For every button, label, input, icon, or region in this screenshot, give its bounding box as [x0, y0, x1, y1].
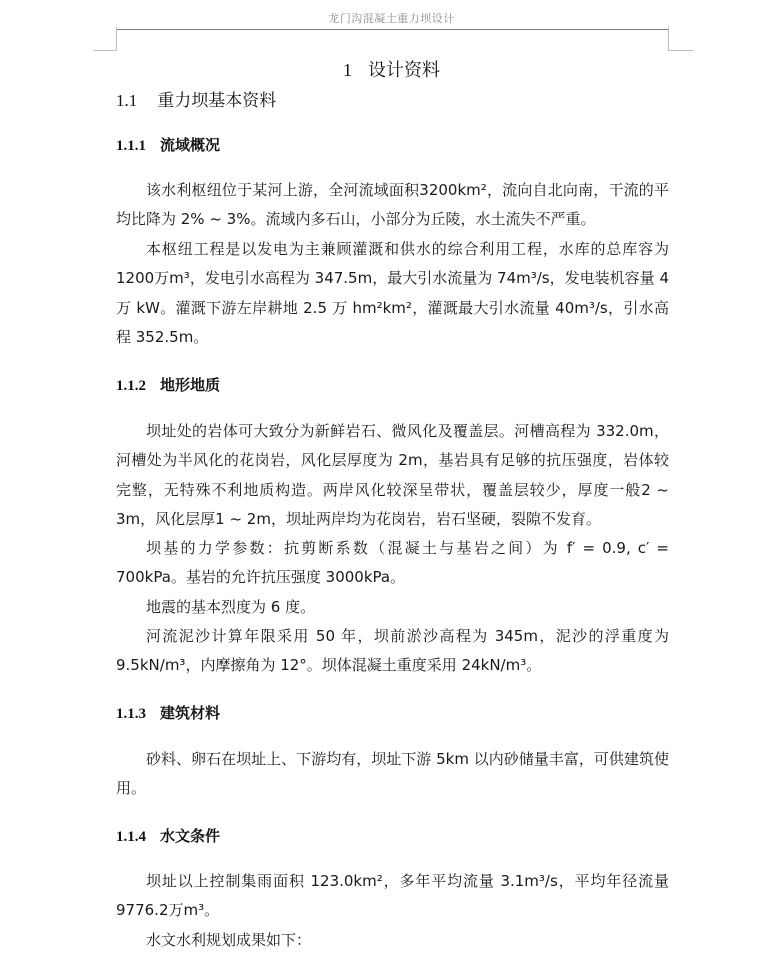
subsection-title: 流域概况 [160, 136, 221, 154]
subsection-heading [116, 134, 220, 155]
crop-mark-right-vertical [668, 27, 669, 51]
section-title: 重力坝基本资料 [157, 91, 277, 111]
paragraph: 该水利枢纽位于某河上游，全河流域面积3200km²，流向自北向南，干流的平均比降为 2% ~ 3%。流域内多石山，小部分为丘陵，水土流失不严重。 [116, 181, 669, 229]
subsection-title: 建筑材料 [160, 704, 221, 722]
chapter-heading [0, 56, 783, 82]
header-title: 龙门沟混凝土重力坝设计 [328, 12, 455, 25]
crop-mark-left-horizontal [93, 50, 117, 51]
section-number: 1.1 [116, 91, 138, 110]
subsection-heading [116, 702, 220, 723]
subsection-heading [116, 825, 220, 846]
paragraph: 坝址处的岩体可大致分为新鲜岩石、微风化及覆盖层。河槽高程为 332.0m，河槽处为半风化的花岗岩，风化层厚度为 2m，基岩具有足够的抗压强度，岩体较完整，无特殊不利地质构造。两岸风化较深呈带状，覆盖层较少，厚度一般2 ~ 3m，风化层厚1 ~ 2m，坝址两岸均为花岗岩，岩石坚硬，裂隙不发育。 [116, 422, 669, 528]
paragraph: 砂料、卵石在坝址上、下游均有，坝址下游 5km 以内砂储量丰富，可供建筑使用。 [116, 750, 669, 798]
paragraph: 河流泥沙计算年限采用 50 年，坝前淤沙高程为 345m，泥沙的浮重度为9.5kN/m³，内摩擦角为 12°。坝体混凝土重度采用 24kN/m³。 [116, 627, 669, 675]
subsection-heading [116, 374, 220, 395]
subsection-number: 1.1.3 [116, 706, 146, 722]
subsection-number: 1.1.2 [116, 378, 146, 394]
chapter-number: 1 [343, 60, 352, 80]
subsection-title: 地形地质 [160, 376, 221, 394]
paragraph: 水文水利规划成果如下： [146, 931, 312, 949]
paragraph: 本枢纽工程是以发电为主兼顾灌溉和供水的综合利用工程，水库的总库容为1200万m³，发电引水高程为 347.5m，最大引水流量为 74m³/s，发电装机容量 4万 kW。灌溉下游左岸耕地 2.5 万 hm²km²，灌溉最大引水流量 40m³/s，引水高程 352.5m。 [116, 240, 669, 346]
header-rule [116, 29, 669, 30]
crop-mark-left-vertical [116, 27, 117, 51]
chapter-title: 设计资料 [368, 60, 440, 81]
section-heading [116, 86, 276, 111]
paragraph: 坝基的力学参数：抗剪断系数（混凝土与基岩之间）为 f′ = 0.9, c′ = 700kPa。基岩的允许抗压强度 3000kPa。 [116, 539, 669, 587]
subsection-number: 1.1.1 [116, 138, 146, 154]
subsection-number: 1.1.4 [116, 829, 146, 845]
paragraph: 坝址以上控制集雨面积 123.0km²，多年平均流量 3.1m³/s，平均年径流量9776.2万m³。 [116, 872, 669, 920]
subsection-title: 水文条件 [160, 827, 221, 845]
paragraph: 地震的基本烈度为 6 度。 [146, 598, 316, 616]
crop-mark-right-horizontal [668, 50, 693, 51]
